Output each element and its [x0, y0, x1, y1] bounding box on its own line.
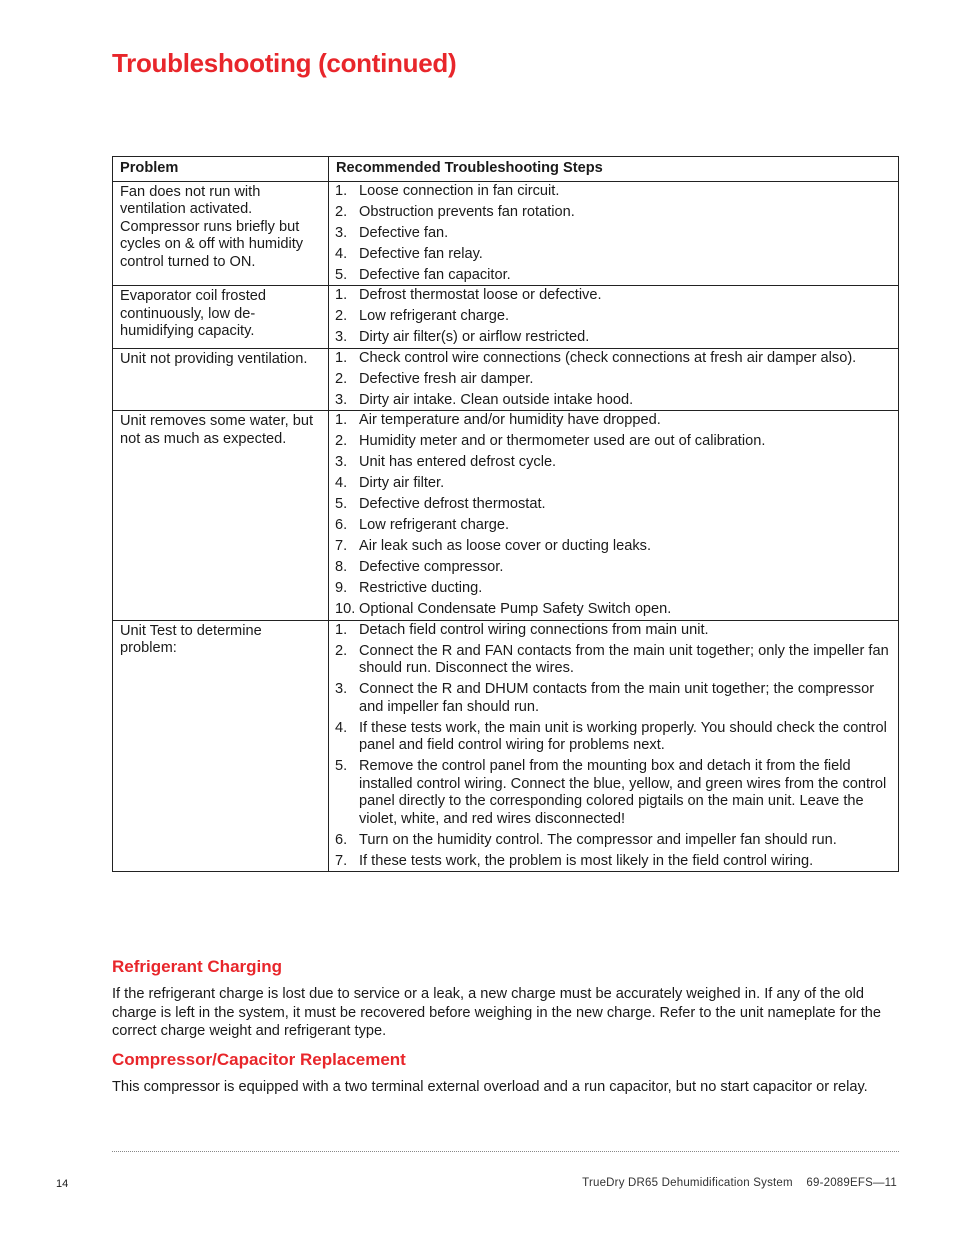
steps-list [335, 287, 892, 347]
step-item [335, 287, 892, 305]
step-number: 1. [335, 621, 348, 638]
step-item [335, 720, 892, 755]
step-text: Defective compressor. [359, 559, 504, 575]
troubleshooting-table [112, 156, 899, 872]
step-number: 1. [335, 349, 348, 366]
step-item [335, 433, 892, 451]
step-item [335, 371, 892, 389]
header-steps: Recommended Troubleshooting Steps [329, 157, 899, 182]
step-text: Air temperature and/or humidity have dropped. [359, 412, 661, 428]
step-item [335, 580, 892, 598]
step-item [335, 538, 892, 556]
step-number: 7. [335, 852, 348, 869]
step-text: Turn on the humidity control. The compressor and impeller fan should run. [359, 831, 837, 848]
step-text: Connect the R and FAN contacts from the main unit together; only the impeller fan should run. Disconnect the wires. [359, 642, 889, 676]
step-item [335, 832, 892, 850]
step-text: Defective fan capacitor. [359, 266, 511, 283]
problem-cell: Evaporator coil frosted continuously, low de-humidifying capacity. [113, 286, 329, 349]
step-item [335, 758, 892, 828]
step-text: Defective fresh air damper. [359, 370, 534, 387]
step-text: Defective defrost thermostat. [359, 496, 546, 512]
step-number: 1. [335, 287, 348, 303]
steps-list [335, 412, 892, 619]
step-item [335, 246, 892, 264]
step-number: 2. [335, 642, 348, 659]
step-text: Unit has entered defrost cycle. [359, 454, 557, 470]
step-number: 3. [335, 391, 348, 408]
section-heading-refrigerant-charging: Refrigerant Charging [112, 957, 283, 976]
step-number: 6. [335, 831, 348, 848]
step-text: Connect the R and DHUM contacts from the main unit together; the compressor and impeller fan should run. [359, 681, 875, 715]
header-problem: Problem [113, 157, 329, 182]
step-item [335, 496, 892, 514]
step-number: 7. [335, 538, 348, 554]
step-item [335, 475, 892, 493]
step-item [335, 681, 892, 716]
step-text: If these tests work, the problem is most likely in the field control wiring. [359, 852, 814, 869]
step-text: Low refrigerant charge. [359, 308, 510, 324]
step-number: 5. [335, 758, 348, 774]
step-text: Defective fan. [359, 224, 449, 241]
step-item [335, 643, 892, 678]
step-item [335, 392, 892, 410]
step-text: Dirty air filter. [359, 475, 445, 491]
table-row [113, 411, 899, 621]
step-text: Defrost thermostat loose or defective. [359, 287, 602, 303]
step-number: 2. [335, 433, 348, 449]
step-item [335, 517, 892, 535]
steps-cell [329, 181, 899, 286]
step-item [335, 853, 892, 871]
step-number: 3. [335, 329, 348, 345]
steps-list [335, 350, 892, 410]
steps-cell [329, 411, 899, 621]
footer-doc-info [582, 1177, 897, 1189]
steps-list [335, 622, 892, 871]
step-number: 2. [335, 308, 348, 324]
step-item [335, 225, 892, 243]
steps-cell [329, 620, 899, 872]
table-header-row [113, 157, 899, 182]
section-body-compressor-replacement: This compressor is equipped with a two terminal external overload and a run capacitor, but no start capacitor or relay. [112, 1079, 868, 1095]
step-text: Restrictive ducting. [359, 580, 483, 596]
step-number: 8. [335, 559, 348, 575]
problem-cell: Unit Test to determine problem: [113, 620, 329, 872]
step-text: Dirty air intake. Clean outside intake hood. [359, 391, 634, 408]
step-text: Loose connection in fan circuit. [359, 182, 560, 199]
step-number: 6. [335, 517, 348, 533]
step-item [335, 204, 892, 222]
footer-divider [112, 1151, 899, 1152]
table-row [113, 286, 899, 349]
step-number: 4. [335, 719, 348, 736]
table-row [113, 181, 899, 286]
problem-cell: Unit removes some water, but not as much as expected. [113, 411, 329, 621]
step-item [335, 559, 892, 577]
step-number: 1. [335, 412, 348, 428]
footer-doc-number: 69-2089EFS—11 [806, 1177, 897, 1189]
step-item [335, 601, 892, 619]
page-number: 14 [56, 1178, 69, 1190]
steps-list [335, 183, 892, 285]
step-item [335, 454, 892, 472]
section-heading-compressor-replacement: Compressor/Capacitor Replacement [112, 1050, 406, 1069]
table-row [113, 620, 899, 872]
step-number: 1. [335, 182, 348, 199]
step-text: Obstruction prevents fan rotation. [359, 203, 575, 220]
step-number: 5. [335, 496, 348, 512]
problem-cell: Fan does not run with ventilation activated. Compressor runs briefly but cycles on & off with humidity control turned to ON. [113, 181, 329, 286]
steps-cell [329, 286, 899, 349]
step-text: Check control wire connections (check connections at fresh air damper also). [359, 349, 857, 366]
step-text: Optional Condensate Pump Safety Switch open. [359, 601, 672, 617]
step-text: Humidity meter and or thermometer used are out of calibration. [359, 433, 766, 449]
step-number: 9. [335, 580, 348, 596]
step-item [335, 412, 892, 430]
step-item [335, 329, 892, 347]
step-text: Dirty air filter(s) or airflow restricted. [359, 329, 590, 345]
step-number: 4. [335, 245, 348, 262]
step-item [335, 267, 892, 285]
page-title: Troubleshooting (continued) [112, 48, 457, 78]
step-item [335, 622, 892, 640]
step-text: Defective fan relay. [359, 245, 483, 262]
step-number: 3. [335, 454, 348, 470]
steps-cell [329, 348, 899, 411]
step-text: Detach field control wiring connections from main unit. [359, 621, 709, 638]
step-number: 5. [335, 266, 348, 283]
step-number: 4. [335, 475, 348, 491]
step-number: 10. [335, 601, 356, 617]
footer-doc-title: TrueDry DR65 Dehumidification System [582, 1177, 793, 1189]
problem-cell: Unit not providing ventilation. [113, 348, 329, 411]
step-text: Air leak such as loose cover or ducting leaks. [359, 538, 652, 554]
step-number: 2. [335, 203, 348, 220]
step-item [335, 308, 892, 326]
section-body-refrigerant-charging: If the refrigerant charge is lost due to service or a leak, a new charge must be accurately weighed in. If any of the old charge is left in the system, it must be recovered before weighing in the new charge. Refer to the unit nameplate for the correct charge weight and refrigerant type. [112, 986, 882, 1039]
step-number: 3. [335, 681, 348, 697]
step-text: Remove the control panel from the mounting box and detach it from the field installed control wiring. Connect the blue, yellow, and green wires from the control panel directly to the corresponding colored pigtails on the main unit. Leave the violet, white, and red wires disconnected! [359, 758, 887, 827]
step-item [335, 350, 892, 368]
step-number: 2. [335, 370, 348, 387]
table-row [113, 348, 899, 411]
step-item [335, 183, 892, 201]
step-text: If these tests work, the main unit is working properly. You should check the control panel and field control wiring for problems next. [359, 719, 887, 753]
step-number: 3. [335, 224, 348, 241]
step-text: Low refrigerant charge. [359, 517, 510, 533]
